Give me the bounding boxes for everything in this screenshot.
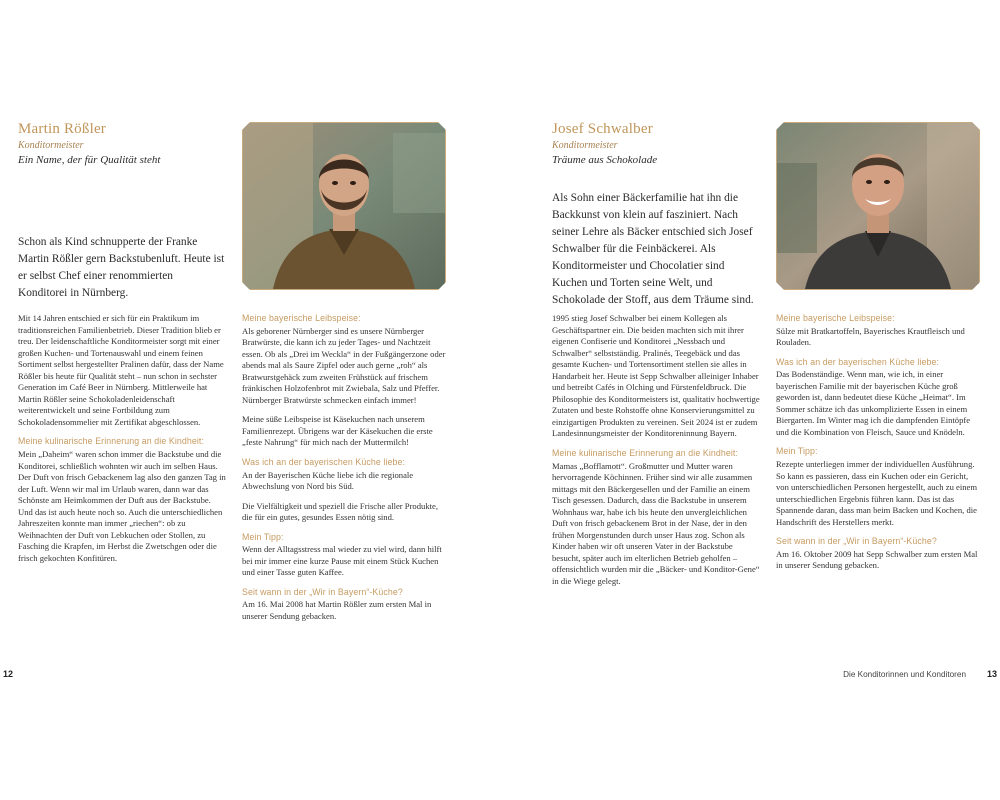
footer-section-title: Die Konditorinnen und Konditoren: [843, 670, 966, 679]
chef-role-left: Konditormeister: [18, 140, 84, 151]
right-column-1: [552, 313, 762, 596]
left-love-cuisine-text-2: Die Vielfältigkeit und speziell die Frische aller Produkte, die für ein gutes, gesundes Essen nötig sind.: [242, 500, 438, 523]
left-since-when-text: Am 16. Mai 2008 hat Martin Rößler zum ersten Mal in unserer Sendung gebacken.: [242, 599, 432, 622]
right-heading-love-cuisine: Was ich an der bayerischen Küche liebe:: [776, 356, 939, 367]
right-tip-text: Rezepte unterliegen immer der individuellen Ausführung. So kann es passieren, dass ein Kuchen oder ein Gericht, von unterschiedlichen Personen hergestellt, auch zu einem unterschiedlichen Ergebnis führen kann. Das ist das Spannende daran, dass man beim Backen und Kochen, die Handschrift des Herstellers merkt.: [776, 459, 978, 527]
left-column-1: [18, 313, 226, 572]
page-number-right: 13: [986, 669, 997, 679]
chef-tagline-right: Träume aus Schokolade: [552, 154, 658, 166]
left-heading-favorite-dish: Meine bayerische Leibspeise:: [242, 313, 361, 323]
right-column-2: [776, 313, 981, 580]
left-childhood-memory-text: Mein „Daheim“ waren schon immer die Backstube und die Konditorei, schließlich wohnten wir auch im selben Haus. Der Duft von frisch Gebackenem lag also den ganzen Tag in der Luft. Wenn wir mal im Urlaub waren, dann war das Schönste am Heimkommen der Duft aus der Backstube. Und das ist auch heute noch so. Auch die unterschiedlichen Jahreszeiten konnte man immer „riechen“: ob zu Weihnachten der Duft von Lebkuchen oder Stollen, zu Fasching die Krapfen, im Herbst die Zwetschgen oder die frisch gekochten Konfitüren.: [18, 449, 226, 563]
portrait-illustration-right: [777, 123, 979, 289]
intro-left: Schon als Kind schnupperte der Franke Martin Rößler gern Backstubenluft. Heute ist er selbst Chef einer renommierten Konditorei in Nürnberg.: [18, 236, 225, 299]
photo-josef-schwalber: [776, 122, 980, 290]
right-heading-favorite-dish: Meine bayerische Leibspeise:: [776, 313, 895, 323]
left-heading-since-when: Seit wann in der „Wir in Bayern“-Küche?: [242, 586, 403, 597]
right-heading-since-when: Seit wann in der „Wir in Bayern“-Küche?: [776, 536, 937, 547]
left-love-cuisine-text-1: An der Bayerischen Küche liebe ich die regionale Abwechslung von Nord bis Süd.: [242, 469, 414, 492]
right-childhood-memory-text: Mamas „Bofflamott“. Großmutter und Mutter waren hervorragende Köchinnen. Früher sind wir alle zusammen mittags mit den Bäckergesellen und der Familie an einem Tisch gesessen. Dadurch, dass die Backstube in unserem Wohnhaus war, habe ich bis heute den unvergleichlichen Duft von frisch gebackenem Brot in der Nase, der in den frühen Morgenstunden durch unser Haus zog. Schon als Kinder haben wir oft unseren Vater in der Backstube besucht, später auch im elterlichen Betrieb geholfen – offensichtlich wurden mir die „Bäcker- und Konditor-Gene“ in die Wiege gelegt.: [552, 460, 760, 587]
intro-right: Als Sohn einer Bäckerfamilie hat ihn die Backkunst von klein auf fasziniert. Nach seiner Lehre als Bäcker entschied sich Josef Schwalber für die Feinbäckerei. Als Konditormeister und Chocolatier sind Kuchen und Torten seine Welt, und Schokolade der Stoff, aus dem Träume sind.: [552, 192, 754, 306]
right-header: [552, 121, 757, 166]
left-heading-childhood-memory: Meine kulinarische Erinnerung an die Kindheit:: [18, 436, 205, 447]
left-heading-tip: Mein Tipp:: [242, 531, 284, 542]
left-bio-paragraph: Mit 14 Jahren entschied er sich für ein Praktikum im traditionsreichen Familienbetrieb. Dieser Tradition blieb er treu. Der leidenschaftliche Konditormeister sorgt mit einer großen Kuchen- und Tortenauswahl und einem feinen Sortiment selbst hergestellter Pralinen dafür, dass der Name Rößler bis heute für Qualität steht – nun schon in sechster Generation im Café Beer in Nürnberg. Mittlerweile hat Martin Rößler seine Schokoladenleidenschaft weiterentwickelt und seine Fortbildung zum Schokoladensommelier mit Zertifikat abgeschlossen.: [18, 313, 224, 427]
right-heading-tip: Mein Tipp:: [776, 446, 818, 457]
left-favorite-dish-text-2: Meine süße Leibspeise ist Käsekuchen nach unserem Familienrezept. Übrigens war der Käsekuchen die erste „feste Nahrung“ für mich nach der Muttermilch!: [242, 414, 433, 448]
left-favorite-dish-text-1: Als geborener Nürnberger sind es unsere Nürnberger Bratwürste, die kann ich zu jeder Tages- und Nachtzeit essen. Ob als „Drei im Weckla“ in der Fußgängerzone oder abends mal als Saure Zipfel oder auch gerne „roh“ als Bratwurstgehäck zum zweiten Frühstück auf frischem fränkischen Holzofenbrot mit Zwiebala, Salz und Pfeffer. Nürnberger Bratwürste schmecken einfach immer!: [242, 325, 446, 405]
right-love-cuisine-text: Das Bodenständige. Wenn man, wie ich, in einer bayerischen Familie mit der bayerischen Küche groß geworden ist, dann bedeutet diese Küche „Heimat“. Im Sommer schätze ich das unkomplizierte Essen in einem Biergarten. Im Winter mag ich die dampfenden Eintöpfe und die Kombination von Fleisch, Sauce und Knödeln.: [776, 369, 971, 437]
left-tip-text: Wenn der Alltagsstress mal wieder zu viel wird, dann hilft bei mir immer eine kurze Pause mit einem Stück Kuchen und einer Tasse guten Kaffee.: [242, 544, 442, 578]
chef-tagline-left: Ein Name, der für Qualität steht: [18, 154, 161, 166]
left-header: [18, 121, 223, 166]
page-number-left: 12: [3, 669, 14, 679]
photo-martin-roessler: [242, 122, 446, 290]
right-heading-childhood-memory: Meine kulinarische Erinnerung an die Kindheit:: [552, 448, 739, 459]
left-column-2: [242, 313, 447, 631]
portrait-illustration-left: [243, 123, 445, 289]
right-favorite-dish-text: Sülze mit Bratkartoffeln, Bayerisches Krautfleisch und Rouladen.: [776, 325, 965, 348]
chef-role-right: Konditormeister: [552, 140, 618, 151]
right-bio-paragraph: 1995 stieg Josef Schwalber bei einem Kollegen als Geschäftspartner ein. Die beiden machten sich mit ihrer eigenen Confiserie und Konditorei „Nessbach und Schwalber“ selbstständig. Pralinés, Teegebäck und das gesamte Kuchen- und Tortensortiment stellen sie alles in Handarbeit her. Heute ist Sepp Schwalber alleiniger Inhaber und betreibt Cafés in Olching und Fürstenfeldbruck. Die Philosophie des Konditormeisters ist, qualitativ hochwertige Zutaten und beste Rohstoffe ohne Konservierungsmittel zu einzigartigen Produkten zu vereinen. Seit 2024 ist er zudem Landesinnungsmeister der Konditoreninnung Bayern.: [552, 313, 760, 439]
chef-name-right: Josef Schwalber: [552, 121, 653, 137]
right-since-when-text: Am 16. Oktober 2009 hat Sepp Schwalber zum ersten Mal in unserer Sendung gebacken.: [776, 548, 978, 571]
left-heading-love-cuisine: Was ich an der bayerischen Küche liebe:: [242, 457, 405, 468]
chef-name-left: Martin Rößler: [18, 121, 107, 137]
